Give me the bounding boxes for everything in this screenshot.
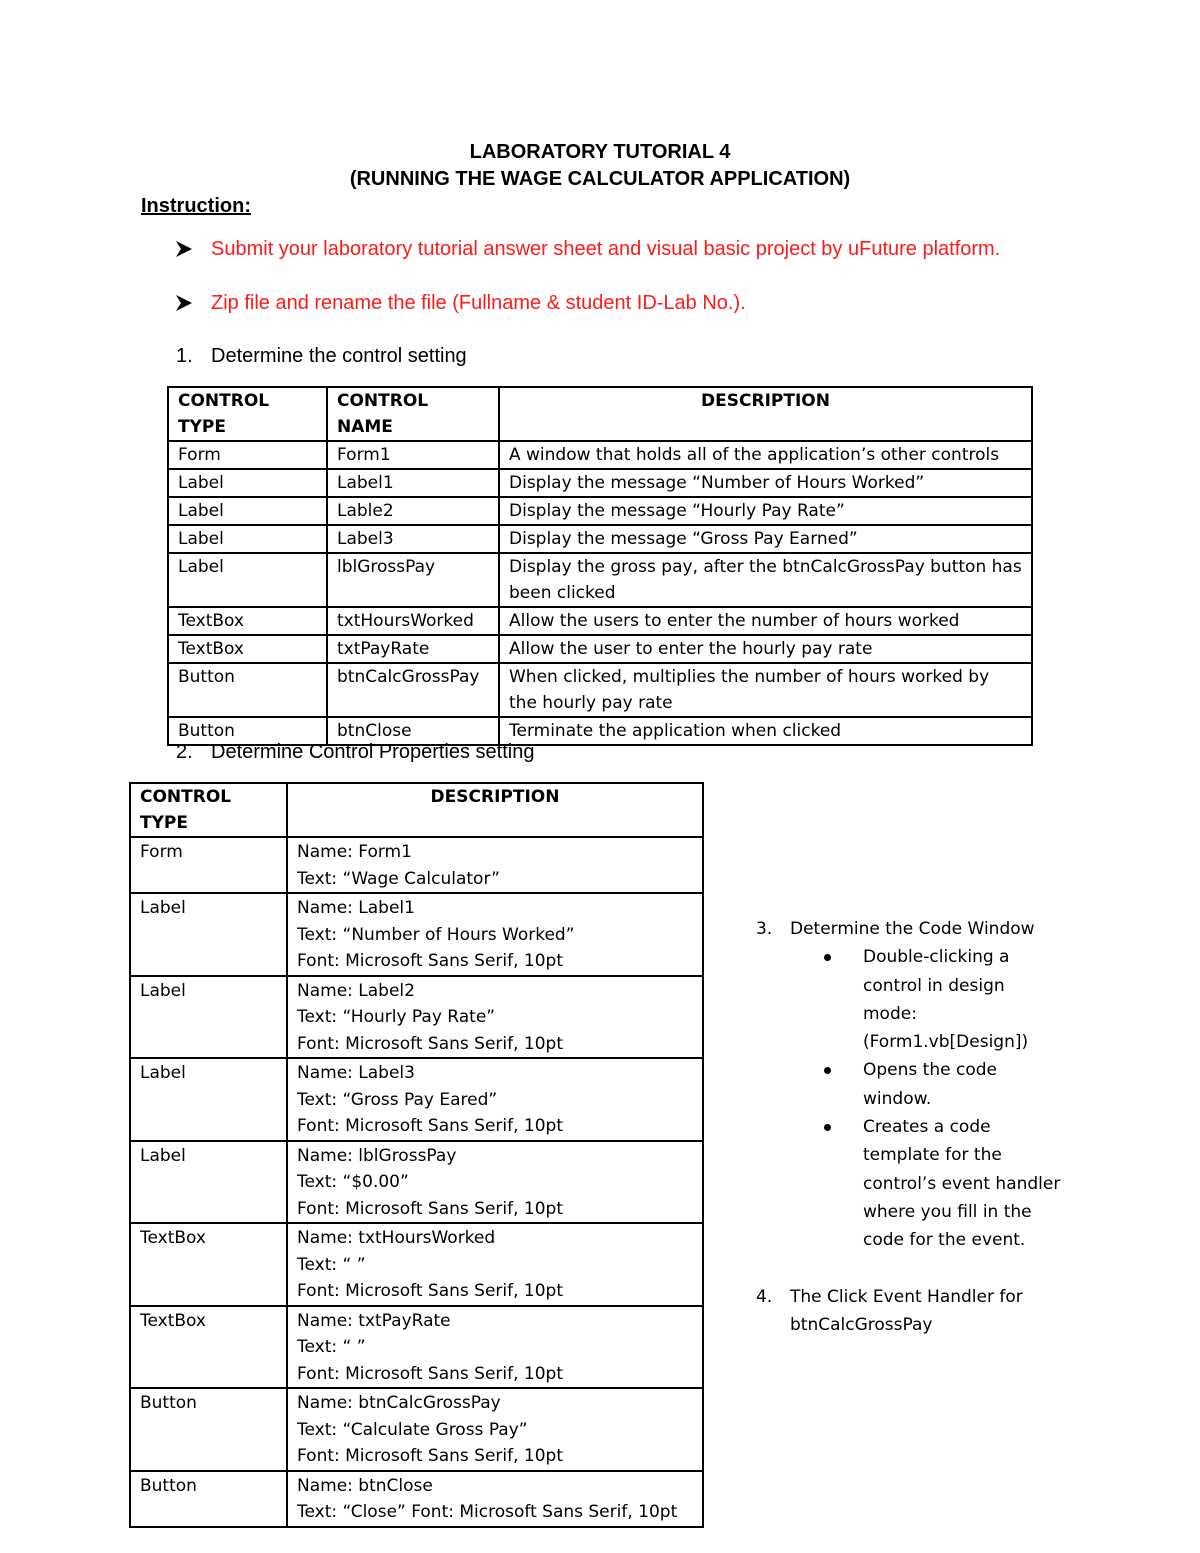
- control-type-cell: TextBox: [168, 607, 327, 635]
- arrowhead-bullet-icon: [175, 294, 193, 312]
- control-setting-table: [167, 386, 1033, 746]
- property-line: Font: Microsoft Sans Serif, 10pt: [297, 1446, 563, 1466]
- property-line: Name: Form1: [297, 842, 412, 862]
- property-line: Font: Microsoft Sans Serif, 10pt: [297, 1363, 563, 1384]
- section-title: The Click Event Handler for btnCalcGrossPay: [790, 1286, 1023, 1335]
- arrowhead-bullet-icon: [175, 240, 193, 258]
- control-name-cell: txtPayRate: [327, 635, 499, 663]
- table-row: [168, 663, 1032, 717]
- control-name-cell: lblGrossPay: [327, 553, 499, 607]
- table-row: [168, 635, 1032, 663]
- control-type-cell: Button: [130, 1471, 287, 1527]
- control-properties-table: [129, 782, 704, 1528]
- property-line: Text: “Number of Hours Worked”: [297, 924, 575, 945]
- control-name-cell: Lable2: [327, 497, 499, 525]
- table-row: [168, 441, 1032, 469]
- property-line: Name: Label1: [297, 898, 415, 918]
- control-type-cell: Label: [130, 976, 287, 1059]
- property-line: Text: “Wage Calculator”: [297, 868, 500, 889]
- section-heading-3: [756, 915, 1066, 943]
- control-type-cell: Button: [130, 1388, 287, 1471]
- control-type-cell: Label: [168, 497, 327, 525]
- control-name-cell: Form1: [327, 441, 499, 469]
- control-type-cell: Form: [130, 837, 287, 893]
- table-row: [168, 607, 1032, 635]
- column-header: DESCRIPTION: [287, 783, 703, 837]
- column-header: CONTROL NAME: [327, 387, 499, 441]
- column-header: DESCRIPTION: [499, 387, 1032, 441]
- description-cell: A window that holds all of the application’s other controls: [499, 441, 1032, 469]
- control-name-cell: Label1: [327, 469, 499, 497]
- table-row: [130, 1223, 703, 1306]
- control-type-cell: Form: [168, 441, 327, 469]
- description-cell: Terminate the application when clicked: [499, 717, 1032, 745]
- table-header-row: [168, 387, 1032, 441]
- section-heading-4: [756, 1283, 1066, 1340]
- list-item-text: Creates a code template for the control’s event handler where you fill in the code for the event.: [863, 1117, 1061, 1251]
- control-type-cell: TextBox: [130, 1306, 287, 1389]
- table-row: [130, 837, 703, 893]
- section-heading-1: [176, 345, 467, 368]
- table-row: [168, 525, 1032, 553]
- description-cell: Display the message “Hourly Pay Rate”: [499, 497, 1032, 525]
- description-cell: [287, 976, 703, 1059]
- description-cell: Display the message “Number of Hours Worked”: [499, 469, 1032, 497]
- description-cell: [287, 893, 703, 976]
- table-row: [168, 553, 1032, 607]
- description-cell: [287, 1223, 703, 1306]
- section-title: Determine the Code Window: [790, 919, 1035, 939]
- property-line: Text: “Gross Pay Eared”: [297, 1089, 498, 1110]
- page-title: LABORATORY TUTORIAL 4: [469, 141, 731, 163]
- property-line: Text: “Close” Font: Microsoft Sans Serif, 10pt: [297, 1502, 678, 1522]
- column-header: CONTROL TYPE: [168, 387, 327, 441]
- property-line: Name: btnClose: [297, 1475, 433, 1496]
- description-cell: [287, 1306, 703, 1389]
- control-type-cell: Label: [130, 893, 287, 976]
- instruction-bullet-text: Submit your laboratory tutorial answer sheet and visual basic project by uFuture platform.: [211, 238, 1001, 260]
- description-cell: When clicked, multiplies the number of hours worked by the hourly pay rate: [499, 663, 1032, 717]
- control-type-cell: TextBox: [130, 1223, 287, 1306]
- property-line: Name: txtPayRate: [297, 1310, 451, 1331]
- section-heading-2: [176, 741, 534, 764]
- description-cell: Allow the users to enter the number of hours worked: [499, 607, 1032, 635]
- control-type-cell: Button: [168, 663, 327, 717]
- control-type-cell: Label: [130, 1141, 287, 1224]
- list-item: [756, 1056, 1066, 1113]
- table-row: [130, 1471, 703, 1527]
- property-line: Text: “Calculate Gross Pay”: [297, 1419, 528, 1440]
- description-cell: Allow the user to enter the hourly pay rate: [499, 635, 1032, 663]
- table-row: [168, 497, 1032, 525]
- section-title: Determine the control setting: [211, 345, 467, 367]
- round-bullet-icon: [824, 954, 831, 961]
- control-type-cell: Label: [168, 469, 327, 497]
- property-line: Font: Microsoft Sans Serif, 10pt: [297, 1116, 563, 1136]
- property-line: Text: “ ”: [297, 1254, 366, 1275]
- property-line: Text: “$0.00”: [297, 1172, 409, 1192]
- description-cell: [287, 1471, 703, 1527]
- property-line: Name: lblGrossPay: [297, 1145, 457, 1166]
- list-item-text: Double-clicking a control in design mode: (Form1.vb[Design]): [863, 947, 1029, 1053]
- description-cell: [287, 1058, 703, 1141]
- control-type-cell: Button: [168, 717, 327, 745]
- instruction-bullet: [175, 290, 1005, 317]
- control-type-cell: Label: [168, 553, 327, 607]
- instruction-bullet: [175, 236, 1005, 263]
- table-row: [130, 1058, 703, 1141]
- property-line: Font: Microsoft Sans Serif, 10pt: [297, 1033, 563, 1054]
- table-row: [130, 893, 703, 976]
- section-number: 3.: [756, 919, 773, 939]
- table-row: [130, 1388, 703, 1471]
- property-line: Text: “ ”: [297, 1337, 366, 1357]
- property-line: Text: “Hourly Pay Rate”: [297, 1007, 496, 1027]
- round-bullet-icon: [824, 1067, 831, 1074]
- control-name-cell: btnCalcGrossPay: [327, 663, 499, 717]
- table-header-row: [130, 783, 703, 837]
- list-item-text: Opens the code window.: [863, 1060, 997, 1109]
- table-row: [168, 469, 1032, 497]
- list-item: [756, 943, 1066, 1056]
- description-cell: [287, 1141, 703, 1224]
- round-bullet-icon: [824, 1124, 831, 1131]
- table-row: [130, 976, 703, 1059]
- property-line: Font: Microsoft Sans Serif, 10pt: [297, 1198, 563, 1219]
- control-type-cell: Label: [168, 525, 327, 553]
- control-type-cell: Label: [130, 1058, 287, 1141]
- control-name-cell: txtHoursWorked: [327, 607, 499, 635]
- section-number: 4.: [756, 1286, 773, 1307]
- control-name-cell: btnClose: [327, 717, 499, 745]
- instruction-label: Instruction:: [141, 195, 251, 217]
- section-number: 1.: [176, 345, 193, 367]
- description-cell: Display the gross pay, after the btnCalcGrossPay button has been clicked: [499, 553, 1032, 607]
- property-line: Font: Microsoft Sans Serif, 10pt: [297, 951, 563, 971]
- property-line: Name: btnCalcGrossPay: [297, 1393, 501, 1413]
- description-cell: [287, 1388, 703, 1471]
- instruction-bullet-text: Zip file and rename the file (Fullname & student ID-Lab No.).: [211, 292, 746, 314]
- list-item: [756, 1113, 1066, 1254]
- property-line: Name: Label2: [297, 980, 415, 1001]
- section-title: Determine Control Properties setting: [211, 741, 535, 763]
- control-name-cell: Label3: [327, 525, 499, 553]
- column-header: CONTROL TYPE: [130, 783, 287, 837]
- code-window-notes: [756, 915, 1066, 1339]
- page-subtitle: (RUNNING THE WAGE CALCULATOR APPLICATION): [349, 168, 851, 190]
- section-number: 2.: [176, 741, 193, 763]
- control-type-cell: TextBox: [168, 635, 327, 663]
- description-cell: Display the message “Gross Pay Earned”: [499, 525, 1032, 553]
- property-line: Name: Label3: [297, 1063, 415, 1083]
- description-cell: [287, 837, 703, 893]
- property-line: Name: txtHoursWorked: [297, 1228, 496, 1248]
- property-line: Font: Microsoft Sans Serif, 10pt: [297, 1281, 563, 1301]
- table-row: [130, 1306, 703, 1389]
- table-row: [130, 1141, 703, 1224]
